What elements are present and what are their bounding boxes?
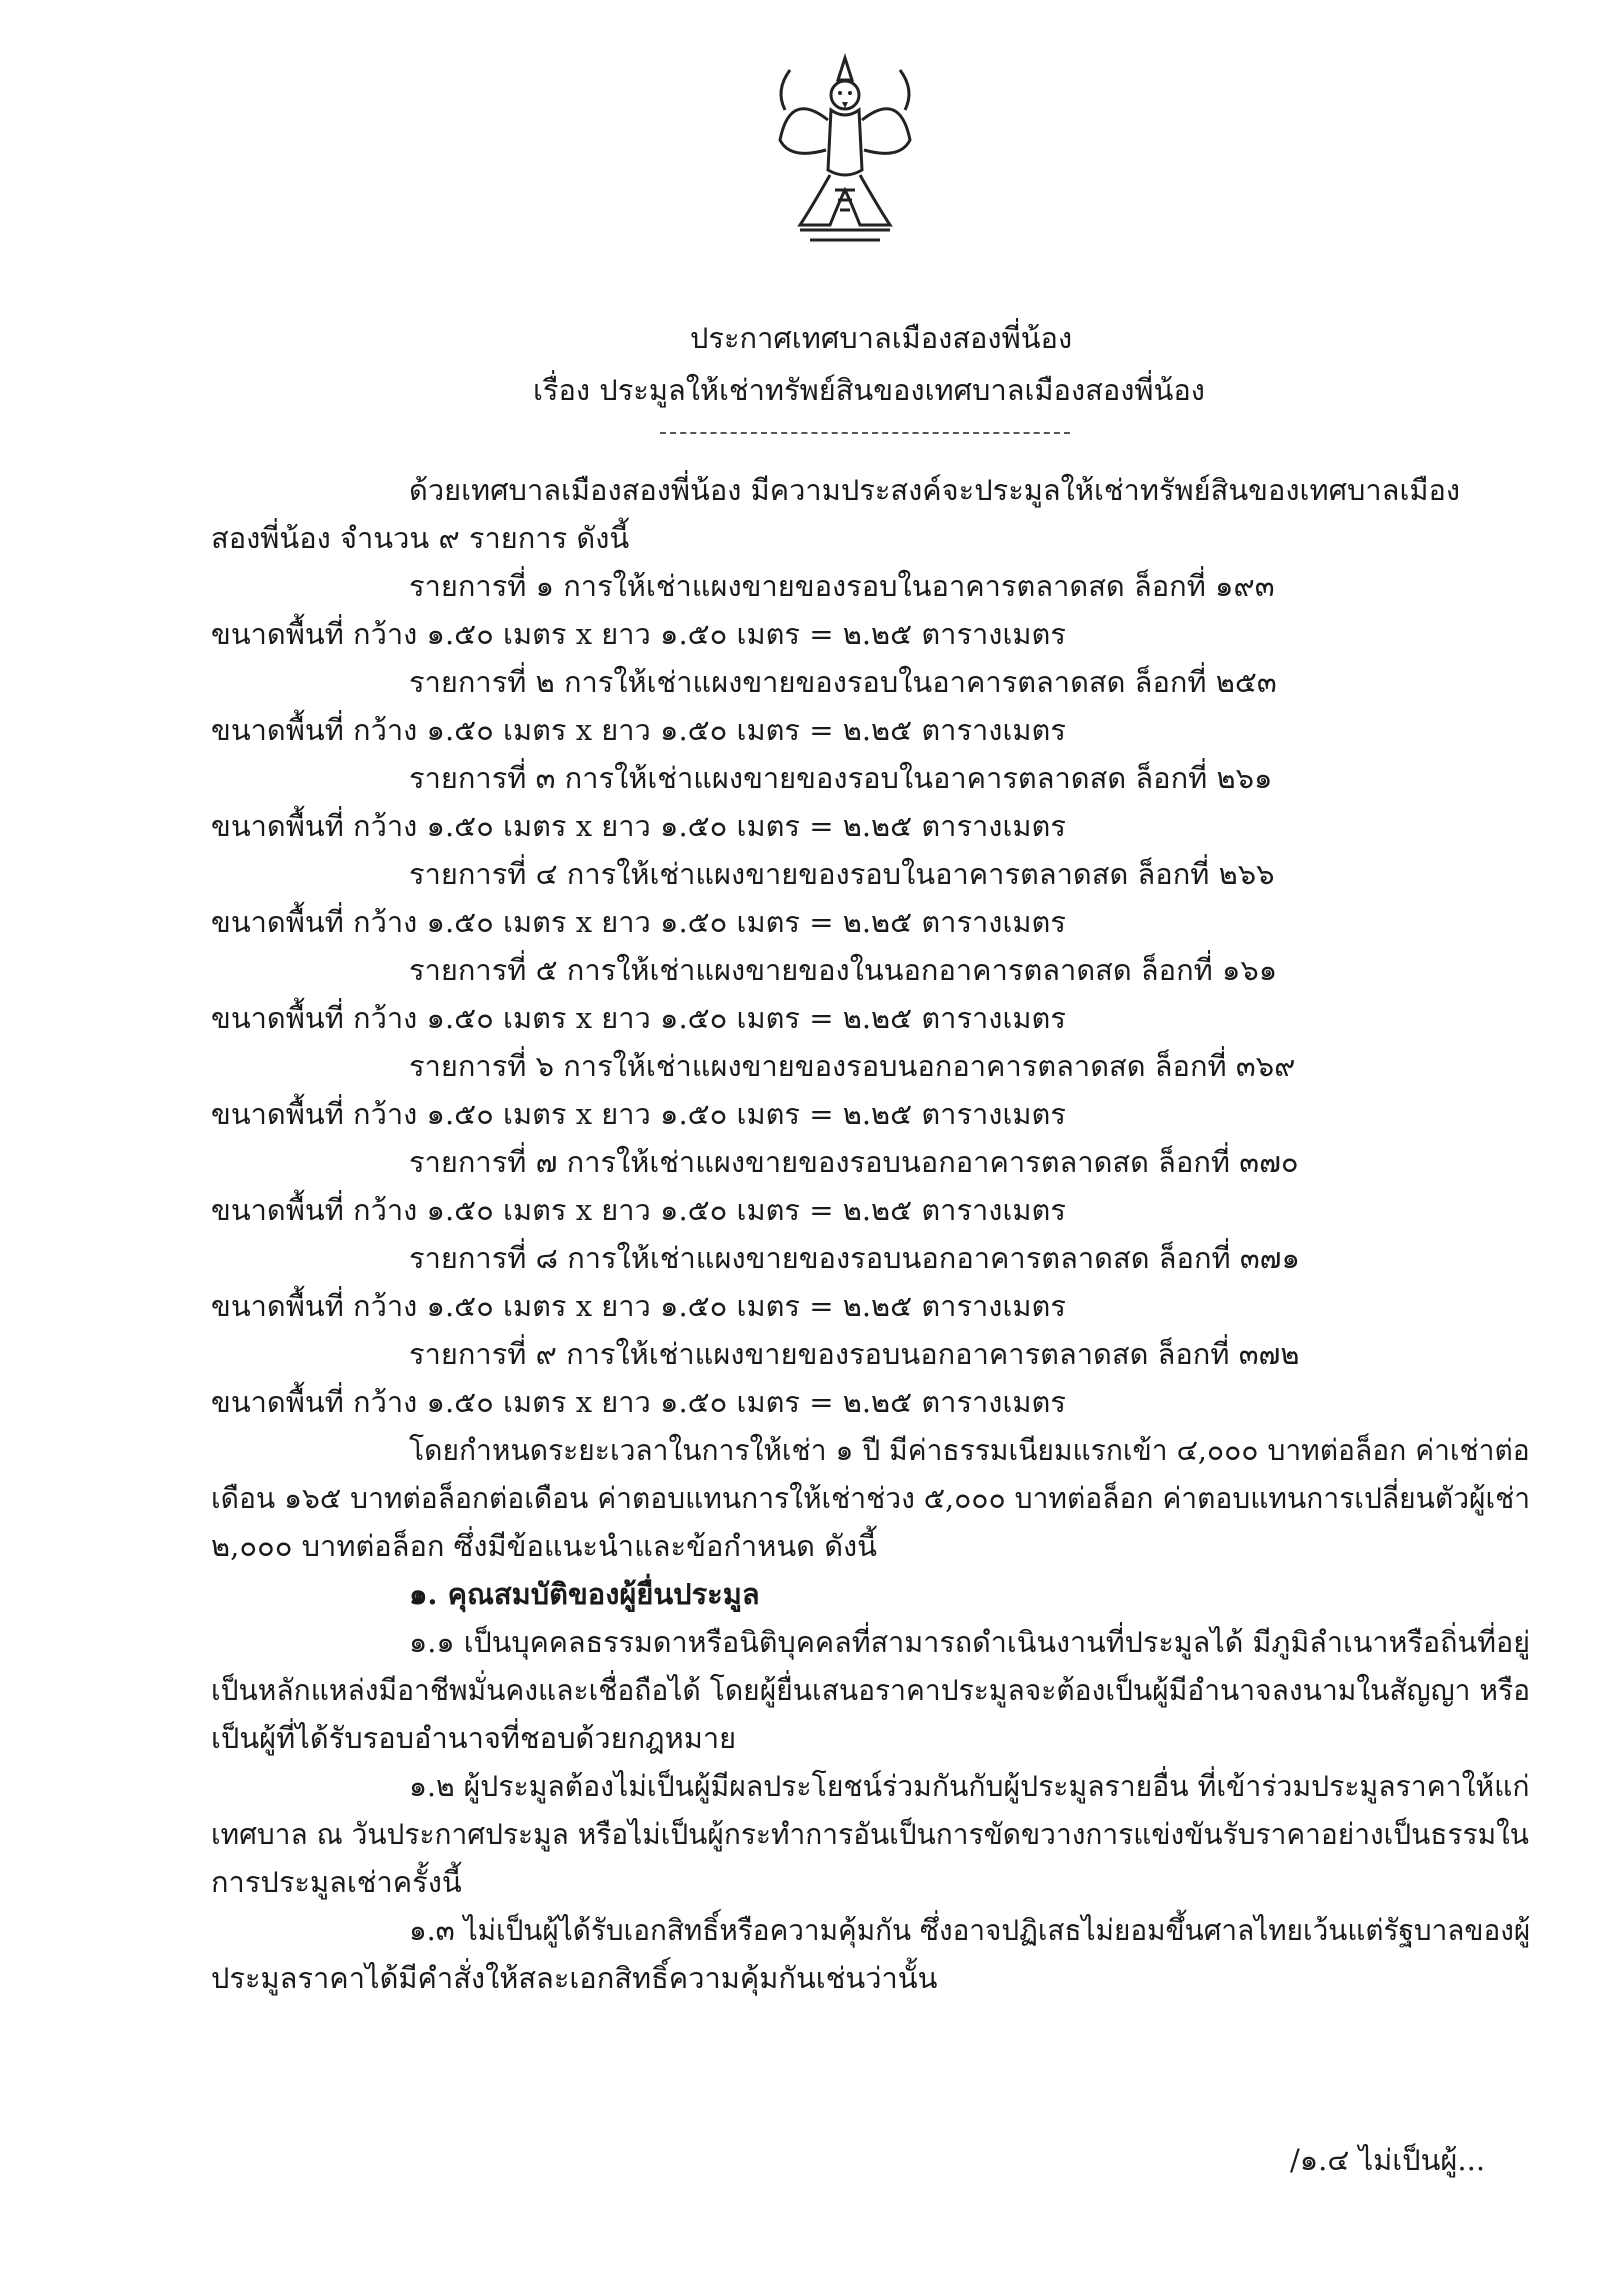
section-1-3-line-1: ๑.๓ ไม่เป็นผู้ได้รับเอกสิทธิ์หรือความคุ้มกัน ซึ่งอาจปฏิเสธไม่ยอมขึ้นศาลไทยเว้นแต่รัฐบาลของผู้ bbox=[409, 1913, 1531, 1947]
terms-line-2: เดือน ๑๖๕ บาทต่อล็อกต่อเดือน ค่าตอบแทนการให้เช่าช่วง ๕,๐๐๐ บาทต่อล็อก ค่าตอบแทนการเปลี่ยนตัวผู้เช่า bbox=[211, 1481, 1531, 1515]
item-9-head: รายการที่ ๙ การให้เช่าแผงขายของรอบนอกอาคารตลาดสด ล็อกที่ ๓๗๒ bbox=[409, 1337, 1300, 1371]
divider-text bbox=[660, 414, 838, 454]
item-8-head: รายการที่ ๘ การให้เช่าแผงขายของรอบนอกอาคารตลาดสด ล็อกที่ ๓๗๑ bbox=[409, 1241, 1300, 1275]
item-4-size: ขนาดพื้นที่ กว้าง ๑.๕๐ เมตร x ยาว ๑.๕๐ เมตร = ๒.๒๕ ตารางเมตร bbox=[211, 905, 1066, 939]
item-1-head: รายการที่ ๑ การให้เช่าแผงขายของรอบในอาคารตลาดสด ล็อกที่ ๑๙๓ bbox=[409, 569, 1275, 603]
page-title: ประกาศเทศบาลเมืองสองพี่น้อง bbox=[690, 321, 1073, 355]
item-4-head: รายการที่ ๔ การให้เช่าแผงขายของรอบในอาคารตลาดสด ล็อกที่ ๒๖๖ bbox=[409, 857, 1275, 891]
item-7-size: ขนาดพื้นที่ กว้าง ๑.๕๐ เมตร x ยาว ๑.๕๐ เมตร = ๒.๒๕ ตารางเมตร bbox=[211, 1193, 1066, 1227]
item-2-size: ขนาดพื้นที่ กว้าง ๑.๕๐ เมตร x ยาว ๑.๕๐ เมตร = ๒.๒๕ ตารางเมตร bbox=[211, 713, 1066, 747]
item-5-size: ขนาดพื้นที่ กว้าง ๑.๕๐ เมตร x ยาว ๑.๕๐ เมตร = ๒.๒๕ ตารางเมตร bbox=[211, 1001, 1066, 1035]
item-3-size: ขนาดพื้นที่ กว้าง ๑.๕๐ เมตร x ยาว ๑.๕๐ เมตร = ๒.๒๕ ตารางเมตร bbox=[211, 809, 1066, 843]
intro-line-2: สองพี่น้อง จำนวน ๙ รายการ ดังนี้ bbox=[211, 521, 630, 555]
intro-line-1: ด้วยเทศบาลเมืองสองพี่น้อง มีความประสงค์จะประมูลให้เช่าทรัพย์สินของเทศบาลเมือง bbox=[409, 473, 1461, 507]
garuda-emblem-icon bbox=[770, 50, 920, 260]
item-1-size: ขนาดพื้นที่ กว้าง ๑.๕๐ เมตร x ยาว ๑.๕๐ เมตร = ๒.๒๕ ตารางเมตร bbox=[211, 617, 1066, 651]
item-5-head: รายการที่ ๕ การให้เช่าแผงขายของในนอกอาคารตลาดสด ล็อกที่ ๑๖๑ bbox=[409, 953, 1278, 987]
section-1-1-line-3: เป็นผู้ที่ได้รับรอบอำนาจที่ชอบด้วยกฎหมาย bbox=[211, 1721, 737, 1755]
terms-line-3: ๒,๐๐๐ บาทต่อล็อก ซึ่งมีข้อแนะนำและข้อกำหนด ดังนี้ bbox=[211, 1529, 878, 1563]
item-6-size: ขนาดพื้นที่ กว้าง ๑.๕๐ เมตร x ยาว ๑.๕๐ เมตร = ๒.๒๕ ตารางเมตร bbox=[211, 1097, 1066, 1131]
item-9-size: ขนาดพื้นที่ กว้าง ๑.๕๐ เมตร x ยาว ๑.๕๐ เมตร = ๒.๒๕ ตารางเมตร bbox=[211, 1385, 1066, 1419]
terms-line-1: โดยกำหนดระยะเวลาในการให้เช่า ๑ ปี มีค่าธรรมเนียมแรกเข้า ๔,๐๐๐ บาทต่อล็อก ค่าเช่าต่อ bbox=[409, 1433, 1530, 1467]
item-3-head: รายการที่ ๓ การให้เช่าแผงขายของรอบในอาคารตลาดสด ล็อกที่ ๒๖๑ bbox=[409, 761, 1273, 795]
section-1-1-line-1: ๑.๑ เป็นบุคคลธรรมดาหรือนิติบุคคลที่สามารถดำเนินงานที่ประมูลได้ มีภูมิลำเนาหรือถิ่นที่อยู่ bbox=[409, 1625, 1531, 1659]
section-1-1-line-2: เป็นหลักแหล่งมีอาชีพมั่นคงและเชื่อถือได้ โดยผู้ยื่นเสนอราคาประมูลจะต้องเป็นผู้มีอำนาจลงนามในสัญญา หรือ bbox=[211, 1673, 1531, 1707]
continuation-note: /๑.๔ ไม่เป็นผู้... bbox=[1290, 2143, 1486, 2177]
section-1-heading: ๑. คุณสมบัติของผู้ยื่นประมูล bbox=[409, 1577, 760, 1611]
section-1-2-line-1: ๑.๒ ผู้ประมูลต้องไม่เป็นผู้มีผลประโยชน์ร่วมกันกับผู้ประมูลรายอื่น ที่เข้าร่วมประมูลราคาให้แก่ bbox=[409, 1769, 1530, 1803]
item-2-head: รายการที่ ๒ การให้เช่าแผงขายของรอบในอาคารตลาดสด ล็อกที่ ๒๕๓ bbox=[409, 665, 1277, 699]
section-1-3-line-2: ประมูลราคาได้มีคำสั่งให้สละเอกสิทธิ์ความคุ้มกันเช่นว่านั้น bbox=[211, 1961, 938, 1995]
section-1-2-line-3: การประมูลเช่าครั้งนี้ bbox=[211, 1865, 462, 1899]
item-6-head: รายการที่ ๖ การให้เช่าแผงขายของรอบนอกอาคารตลาดสด ล็อกที่ ๓๖๙ bbox=[409, 1049, 1296, 1083]
item-7-head: รายการที่ ๗ การให้เช่าแผงขายของรอบนอกอาคารตลาดสด ล็อกที่ ๓๗๐ bbox=[409, 1145, 1299, 1179]
page-subject: เรื่อง ประมูลให้เช่าทรัพย์สินของเทศบาลเมืองสองพี่น้อง bbox=[533, 373, 1205, 407]
item-8-size: ขนาดพื้นที่ กว้าง ๑.๕๐ เมตร x ยาว ๑.๕๐ เมตร = ๒.๒๕ ตารางเมตร bbox=[211, 1289, 1066, 1323]
section-1-2-line-2: เทศบาล ณ วันประกาศประมูล หรือไม่เป็นผู้กระทำการอันเป็นการขัดขวางการแข่งขันรับราคาอย่างเป็นธรรมใน bbox=[211, 1817, 1529, 1851]
